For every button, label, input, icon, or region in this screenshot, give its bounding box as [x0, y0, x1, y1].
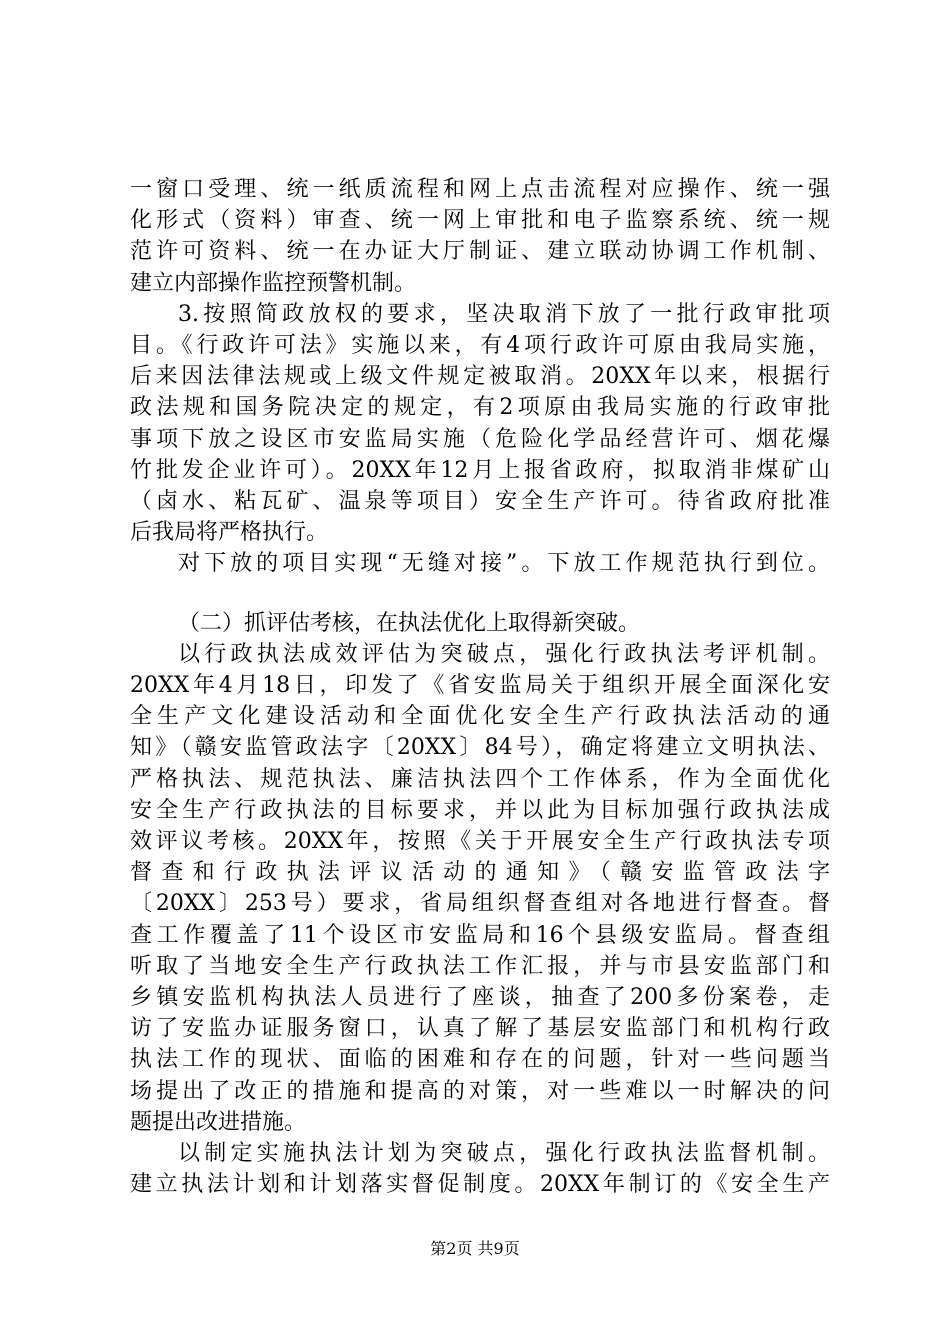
- text-line: 建立内部操作监控预警机制。: [130, 271, 417, 296]
- text-line: 访了安监办证服务窗口，认真了解了基层安监部门和机构行政: [130, 1016, 830, 1041]
- text-line: 督查和行政执法评议活动的通知》（赣安监管政法字: [130, 860, 830, 885]
- text-line: 目。《行政许可法》实施以来，有4项行政许可原由我局实施，: [130, 333, 830, 358]
- text-line: 严格执法、规范执法、廉洁执法四个工作体系，作为全面优化: [130, 767, 830, 792]
- text-line: 事项下放之设区市安监局实施（危险化学品经营许可、烟花爆: [130, 427, 830, 452]
- text-line: 乡镇安监机构执法人员进行了座谈，抽查了200多份案卷，走: [130, 985, 830, 1010]
- text-line: 化形式（资料）审查、统一网上审批和电子监察系统、统一规: [130, 208, 830, 233]
- text-line: 对下放的项目实现“无缝对接”。下放工作规范执行到位。: [178, 551, 830, 576]
- text-line: 以制定实施执法计划为突破点，强化行政执法监督机制。: [178, 1141, 830, 1166]
- text-line: 以行政执法成效评估为突破点，强化行政执法考评机制。: [178, 642, 830, 667]
- text-line: 3.按照简政放权的要求，坚决取消下放了一批行政审批项: [178, 302, 830, 327]
- text-line: 建立执法计划和计划落实督促制度。20XX年制订的《安全生产: [130, 1172, 830, 1197]
- text-line: 政法规和国务院决定的规定，有2项原由我局实施的行政审批: [130, 395, 830, 420]
- page-footer: 第2页 共9页: [430, 1239, 520, 1258]
- text-line: 查工作覆盖了11个设区市安监局和16个县级安监局。督查组: [130, 923, 830, 948]
- section-heading: （二）抓评估考核，在执法优化上取得新突破。: [178, 611, 641, 636]
- text-line: 题提出改进措施。: [130, 1110, 307, 1135]
- text-line: （卤水、粘瓦矿、温泉等项目）安全生产许可。待省政府批准: [130, 489, 830, 514]
- text-line: 范许可资料、统一在办证大厅制证、建立联动协调工作机制、: [130, 239, 830, 264]
- text-line: 后我局将严格执行。: [130, 520, 329, 545]
- text-line: 〔20XX〕253号）要求，省局组织督查组对各地进行督查。督: [130, 891, 830, 916]
- text-line: 竹批发企业许可）。20XX年12月上报省政府，拟取消非煤矿山: [130, 458, 830, 483]
- text-line: 效评议考核。20XX年，按照《关于开展安全生产行政执法专项: [130, 829, 830, 854]
- text-line: 场提出了改正的措施和提高的对策，对一些难以一时解决的问: [130, 1079, 830, 1104]
- text-line: 后来因法律法规或上级文件规定被取消。20XX年以来，根据行: [130, 364, 830, 389]
- text-line: 听取了当地安全生产行政执法工作汇报，并与市县安监部门和: [130, 954, 830, 979]
- text-line: 知》（赣安监管政法字〔20XX〕84号），确定将建立文明执法、: [130, 735, 830, 760]
- text-line: 一窗口受理、统一纸质流程和网上点击流程对应操作、统一强: [130, 177, 830, 202]
- text-line: 安全生产行政执法的目标要求，并以此为目标加强行政执法成: [130, 798, 830, 823]
- text-line: 执法工作的现状、面临的困难和存在的问题，针对一些问题当: [130, 1047, 830, 1072]
- text-line: 全生产文化建设活动和全面优化安全生产行政执法活动的通: [130, 704, 830, 729]
- text-line: 20XX年4月18日，印发了《省安监局关于组织开展全面深化安: [130, 673, 830, 698]
